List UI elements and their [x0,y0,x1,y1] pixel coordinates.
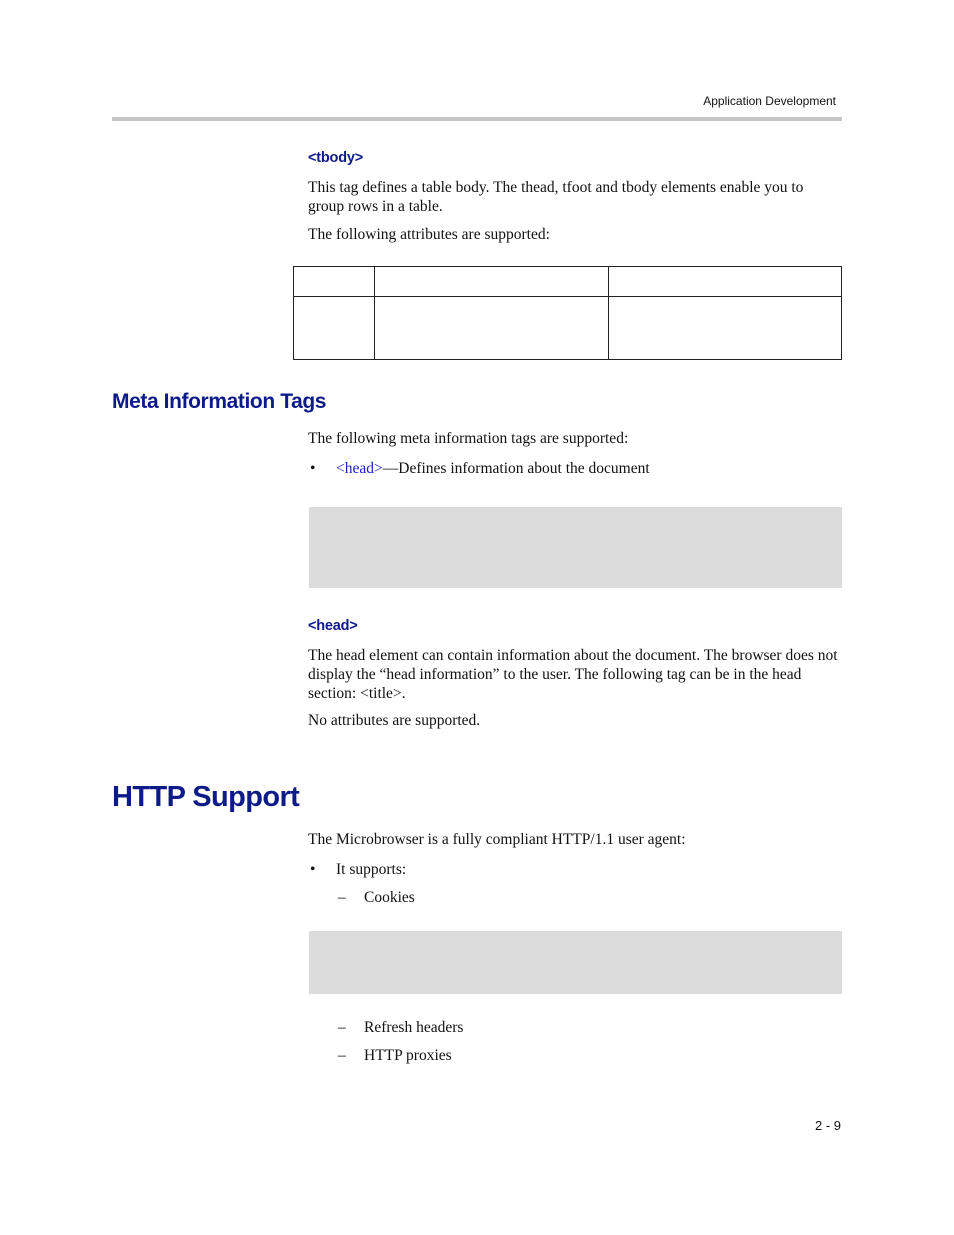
http-bullet-item: It supports: [336,861,407,878]
table-header-row [294,267,842,297]
table-cell [609,267,842,297]
table-cell [294,267,375,297]
head-link[interactable]: <head> [336,460,383,477]
dash-item-refresh-headers: Refresh headers [364,1019,464,1036]
tbody-description: This tag defines a table body. The thead, tfoot and tbody elements enable you to group rows in a table. [308,179,804,215]
http-support-heading: HTTP Support [112,781,300,813]
tbody-subheading: <tbody> [308,150,363,166]
table-cell [375,297,609,360]
meta-bullet-text: —Defines information about the document [382,460,650,477]
table-cell [375,267,609,297]
dash-marker: – [338,1019,346,1036]
meta-information-heading: Meta Information Tags [112,390,327,413]
meta-intro: The following meta information tags are supported: [308,430,629,447]
bullet-dot: • [310,861,316,878]
dash-marker: – [338,889,346,906]
meta-bullet-item [336,460,650,478]
head-attributes-note: No attributes are supported. [308,712,481,729]
dash-item-http-proxies: HTTP proxies [364,1047,452,1064]
bullet-dot: • [310,460,316,477]
running-header: Application Development [703,94,836,108]
note-box [309,931,842,994]
table-row [294,297,842,360]
table-cell [609,297,842,360]
head-subheading: <head> [308,618,358,634]
note-box [309,507,842,588]
tbody-attributes-intro: The following attributes are supported: [308,226,550,243]
dash-marker: – [338,1047,346,1064]
header-rule [112,117,842,121]
attributes-table [293,266,842,360]
page-number: 2 - 9 [814,1118,841,1133]
head-description: The head element can contain information about the document. The browser does not display the “head information” to the user. The following tag can be in the head section: <title>. [308,647,838,702]
table-cell [294,297,375,360]
http-intro: The Microbrowser is a fully compliant HTTP/1.1 user agent: [308,831,686,848]
dash-item-cookies: Cookies [364,889,415,906]
